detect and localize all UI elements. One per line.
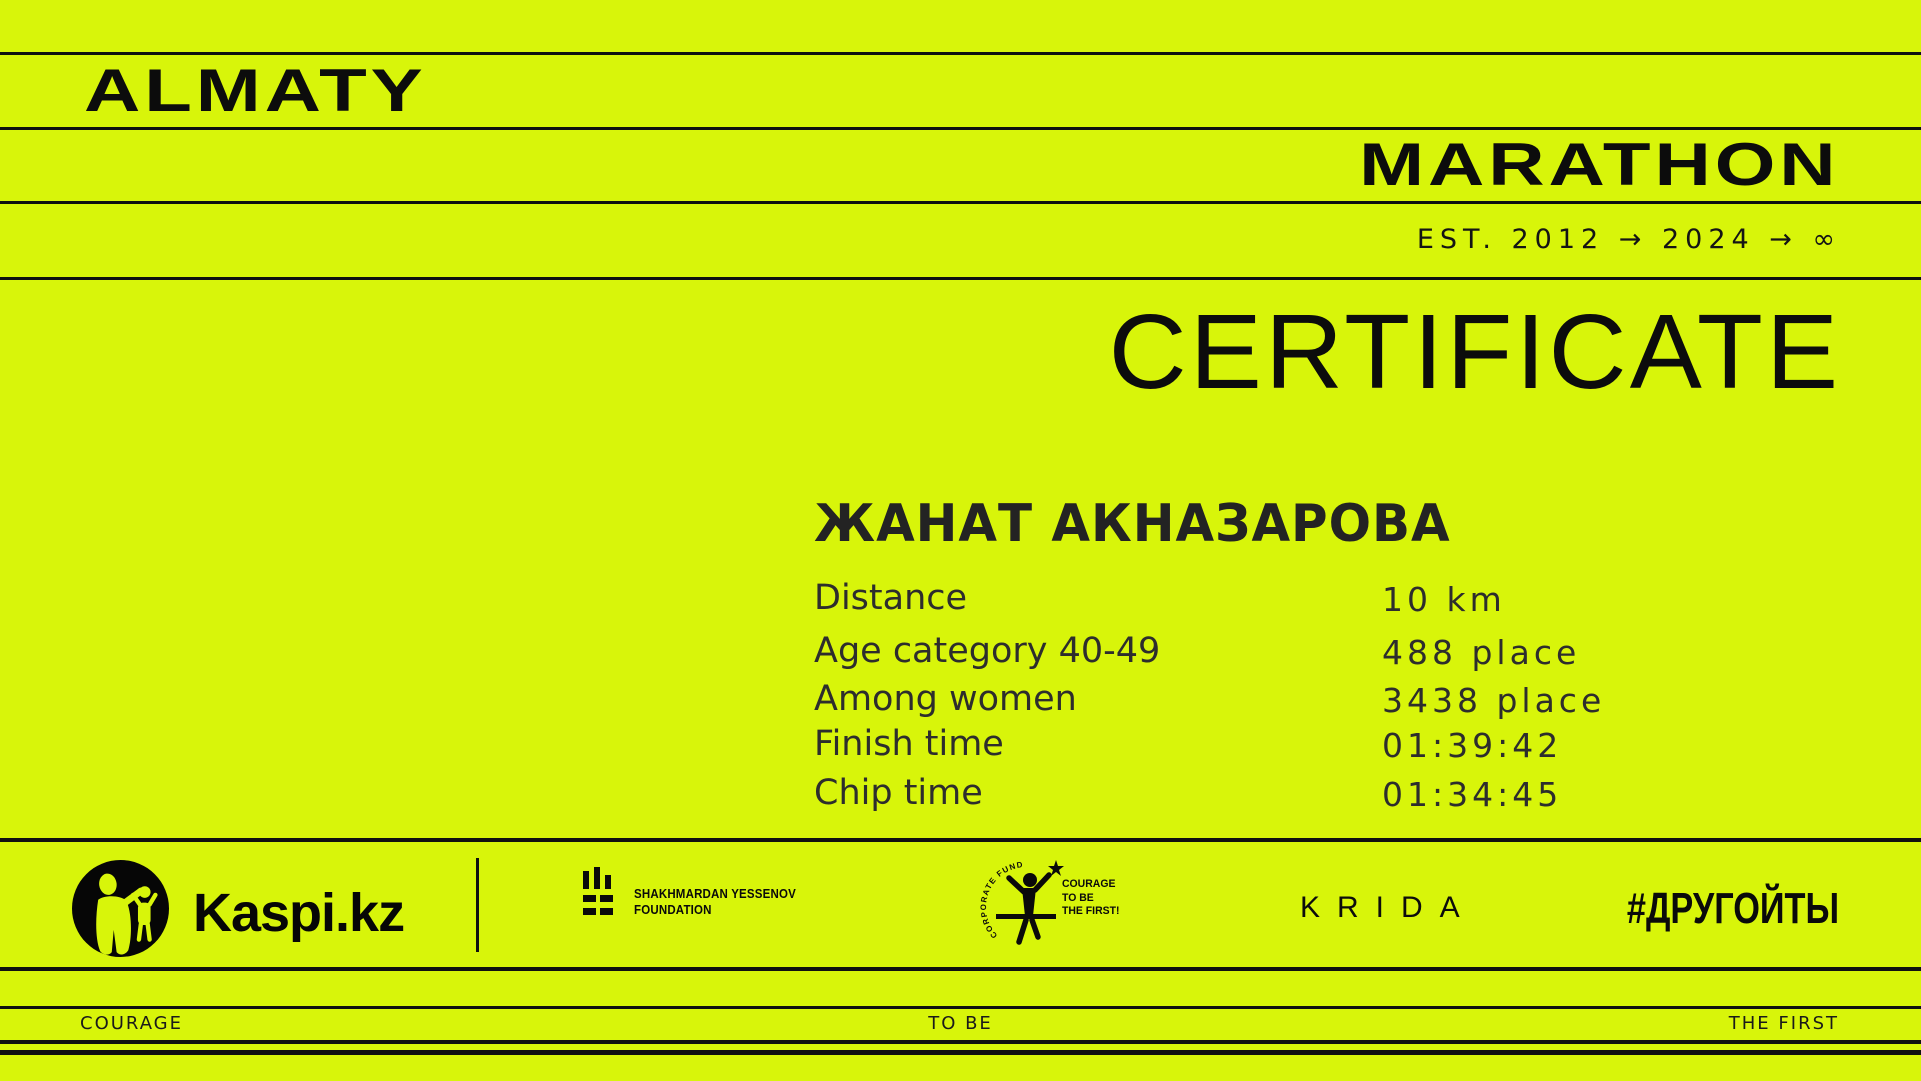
divider-line-sponsor-top	[0, 838, 1921, 842]
result-row-finish-time	[814, 724, 1839, 768]
yessenov-line-1: SHAKHMARDAN YESSENOV	[634, 887, 796, 901]
result-row-among-women	[814, 679, 1839, 723]
corporate-fund-slogan-line-2: TO BE	[1062, 891, 1094, 904]
result-label: Age category 40-49	[814, 631, 1161, 671]
corporate-fund-slogan-line-3: THE FIRST!	[1062, 905, 1120, 917]
divider-line-sponsor-bottom	[0, 967, 1921, 971]
yessenov-line-2: FOUNDATION	[634, 903, 712, 917]
sponsor-divider	[476, 858, 479, 952]
result-value: 3438 place	[1382, 681, 1606, 720]
header-established-line: EST. 2012 → 2024 → ∞	[1416, 224, 1841, 255]
divider-line-4	[0, 277, 1921, 280]
svg-text:CORPORATE FUND	[979, 860, 1024, 940]
divider-line-edge	[0, 1050, 1921, 1055]
yessenov-wordmark	[634, 886, 796, 918]
footer-word-the-first: THE FIRST	[1728, 1013, 1839, 1034]
result-value: 10 km	[1382, 580, 1506, 619]
header-event: MARATHON	[1358, 131, 1839, 198]
hashtag-wordmark: #ДРУГОЙТЫ	[1626, 884, 1839, 933]
result-value: 488 place	[1382, 633, 1581, 672]
certificate-title: CERTIFICATE	[1108, 293, 1841, 411]
result-label: Distance	[814, 578, 968, 618]
result-label: Finish time	[814, 724, 1004, 764]
result-row-age-category	[814, 631, 1839, 675]
footer-word-to-be: TO BE	[928, 1013, 993, 1034]
result-row-chip-time	[814, 773, 1839, 817]
header-city: ALMATY	[84, 57, 427, 124]
result-label: Chip time	[814, 773, 983, 813]
yessenov-foundation-logo-icon	[583, 867, 613, 919]
result-value: 01:39:42	[1382, 726, 1563, 765]
corporate-fund-slogan	[1062, 878, 1119, 919]
result-row-distance	[814, 578, 1839, 622]
corporate-fund-slogan-line-1: COURAGE	[1062, 878, 1116, 890]
krida-wordmark: KRIDA	[1300, 891, 1477, 924]
result-value: 01:34:45	[1382, 775, 1563, 814]
kaspi-logo-icon	[72, 860, 169, 957]
corporate-fund-arc-text: CORPORATE FUND	[978, 860, 1025, 940]
recipient-name: ЖАНАТ АКНАЗАРОВА	[814, 494, 1451, 554]
footer-word-courage: COURAGE	[80, 1013, 184, 1034]
result-label: Among women	[814, 679, 1077, 719]
kaspi-wordmark: Kaspi.kz	[193, 883, 405, 943]
